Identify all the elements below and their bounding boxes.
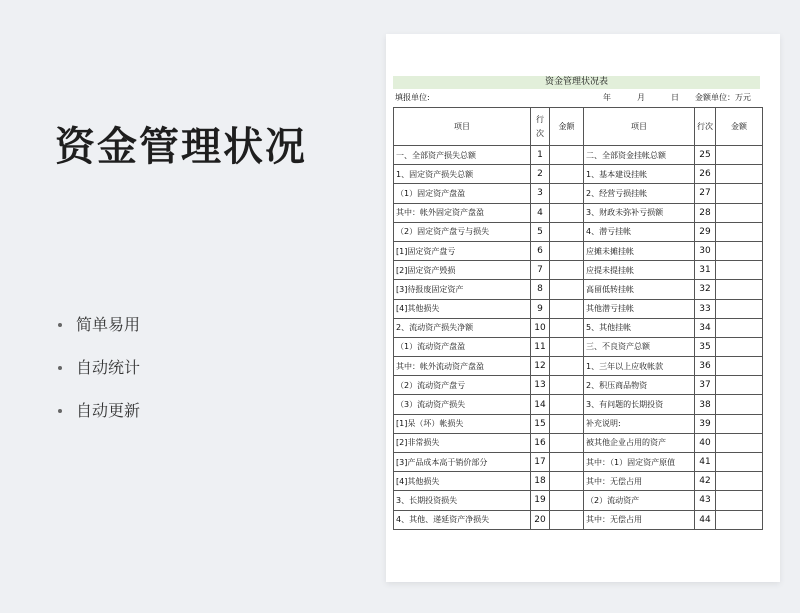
right-item-cell: 其中：无偿占用: [584, 510, 695, 529]
header-item-left: 项目: [394, 108, 531, 146]
table-row: [394, 453, 763, 472]
status-table: [393, 107, 763, 530]
right-row-number: 27: [695, 184, 716, 203]
right-item-cell: （2）流动资产: [584, 491, 695, 510]
left-amount-cell[interactable]: [550, 165, 584, 184]
right-item-cell: 3、有问题的长期投资: [584, 395, 695, 414]
right-item-cell: 二、全部资金挂帐总额: [584, 146, 695, 165]
right-item-cell: 1、基本建设挂帐: [584, 165, 695, 184]
left-amount-cell[interactable]: [550, 146, 584, 165]
left-item-cell: （2）流动资产盘亏: [394, 376, 531, 395]
right-row-number: 33: [695, 299, 716, 318]
table-row: [394, 395, 763, 414]
table-row: [394, 414, 763, 433]
left-row-number: 16: [531, 433, 550, 452]
right-amount-cell[interactable]: [716, 241, 763, 260]
left-row-number: 15: [531, 414, 550, 433]
feature-list: [58, 312, 140, 441]
right-row-number: 31: [695, 261, 716, 280]
left-row-number: 13: [531, 376, 550, 395]
left-row-number: 14: [531, 395, 550, 414]
right-row-number: 37: [695, 376, 716, 395]
right-amount-cell[interactable]: [716, 165, 763, 184]
left-amount-cell[interactable]: [550, 433, 584, 452]
right-row-number: 29: [695, 222, 716, 241]
feature-item: [58, 355, 140, 398]
right-amount-cell[interactable]: [716, 510, 763, 529]
left-item-cell: （1）固定资产盘盈: [394, 184, 531, 203]
right-amount-cell[interactable]: [716, 184, 763, 203]
right-amount-cell[interactable]: [716, 376, 763, 395]
right-item-cell: 三、不良资产总额: [584, 337, 695, 356]
left-item-cell: [3]产品成本高于销价部分: [394, 453, 531, 472]
left-row-number: 7: [531, 261, 550, 280]
left-amount-cell[interactable]: [550, 510, 584, 529]
table-row: [394, 184, 763, 203]
right-amount-cell[interactable]: [716, 203, 763, 222]
left-amount-cell[interactable]: [550, 318, 584, 337]
right-amount-cell[interactable]: [716, 261, 763, 280]
left-row-number: 18: [531, 472, 550, 491]
page-title: 资金管理状况: [55, 124, 307, 170]
table-row: [394, 510, 763, 529]
left-item-cell: 一、全部资产损失总额: [394, 146, 531, 165]
left-item-cell: [2]非常损失: [394, 433, 531, 452]
right-row-number: 38: [695, 395, 716, 414]
feature-label: 自动统计: [76, 358, 141, 377]
right-row-number: 40: [695, 433, 716, 452]
right-row-number: 35: [695, 337, 716, 356]
right-item-cell: 5、其他挂帐: [584, 318, 695, 337]
table-row: [394, 146, 763, 165]
right-row-number: 30: [695, 241, 716, 260]
right-row-number: 42: [695, 472, 716, 491]
table-row: [394, 491, 763, 510]
left-row-number: 4: [531, 203, 550, 222]
right-item-cell: 被其他企业占用的资产: [584, 433, 695, 452]
right-row-number: 44: [695, 510, 716, 529]
table-row: [394, 318, 763, 337]
right-item-cell: 高留低转挂帐: [584, 280, 695, 299]
left-row-number: 1: [531, 146, 550, 165]
left-amount-cell[interactable]: [550, 184, 584, 203]
left-amount-cell[interactable]: [550, 357, 584, 376]
left-row-number: 17: [531, 453, 550, 472]
right-amount-cell[interactable]: [716, 337, 763, 356]
left-item-cell: 1、固定资产损失总额: [394, 165, 531, 184]
left-item-cell: [2]固定资产毁损: [394, 261, 531, 280]
left-row-number: 12: [531, 357, 550, 376]
left-row-number: 9: [531, 299, 550, 318]
left-item-cell: [4]其他损失: [394, 299, 531, 318]
reporter-label: 填报单位:: [395, 93, 430, 102]
left-amount-cell[interactable]: [550, 203, 584, 222]
table-row: [394, 337, 763, 356]
year-label: 年: [603, 93, 611, 102]
left-item-cell: [1]呆（坏）帐损失: [394, 414, 531, 433]
left-item-cell: 2、流动资产损失净额: [394, 318, 531, 337]
right-amount-cell[interactable]: [716, 299, 763, 318]
right-item-cell: 其中：无偿占用: [584, 472, 695, 491]
right-item-cell: 补充说明:: [584, 414, 695, 433]
left-amount-cell[interactable]: [550, 453, 584, 472]
right-item-cell: 应摊未摊挂帐: [584, 241, 695, 260]
left-item-cell: （3）流动资产损失: [394, 395, 531, 414]
right-amount-cell[interactable]: [716, 146, 763, 165]
right-item-cell: 2、积压商品物资: [584, 376, 695, 395]
left-row-number: 3: [531, 184, 550, 203]
right-amount-cell[interactable]: [716, 395, 763, 414]
left-amount-cell[interactable]: [550, 299, 584, 318]
left-row-number: 2: [531, 165, 550, 184]
left-item-cell: 其中：帐外固定资产盘盈: [394, 203, 531, 222]
sheet-title: 资金管理状况表: [393, 76, 760, 89]
month-label: 月: [637, 93, 645, 102]
right-amount-cell[interactable]: [716, 280, 763, 299]
feature-item: [58, 398, 140, 441]
right-row-number: 26: [695, 165, 716, 184]
left-row-number: 8: [531, 280, 550, 299]
table-header-row: [394, 108, 763, 146]
feature-label: 简单易用: [76, 315, 141, 334]
left-amount-cell[interactable]: [550, 337, 584, 356]
left-item-cell: 其中：帐外流动资产盘盈: [394, 357, 531, 376]
right-row-number: 34: [695, 318, 716, 337]
right-row-number: 32: [695, 280, 716, 299]
left-row-number: 10: [531, 318, 550, 337]
right-item-cell: 4、潜亏挂帐: [584, 222, 695, 241]
left-amount-cell[interactable]: [550, 472, 584, 491]
bullet-dot-icon: [58, 366, 62, 370]
left-amount-cell[interactable]: [550, 280, 584, 299]
right-item-cell: 其他潜亏挂帐: [584, 299, 695, 318]
table-row: [394, 261, 763, 280]
left-amount-cell[interactable]: [550, 376, 584, 395]
table-row: [394, 280, 763, 299]
right-amount-cell[interactable]: [716, 472, 763, 491]
table-row: [394, 376, 763, 395]
left-amount-cell[interactable]: [550, 395, 584, 414]
left-row-number: 5: [531, 222, 550, 241]
unit-label: 金额单位：万元: [695, 93, 751, 102]
table-row: [394, 357, 763, 376]
spreadsheet-preview: [386, 34, 780, 582]
right-row-number: 36: [695, 357, 716, 376]
right-amount-cell[interactable]: [716, 433, 763, 452]
table-row: [394, 241, 763, 260]
left-item-cell: [1]固定资产盘亏: [394, 241, 531, 260]
right-amount-cell[interactable]: [716, 222, 763, 241]
header-item-right: 项目: [584, 108, 695, 146]
left-row-number: 6: [531, 241, 550, 260]
right-item-cell: 2、经营亏损挂帐: [584, 184, 695, 203]
table-row: [394, 433, 763, 452]
right-amount-cell[interactable]: [716, 318, 763, 337]
header-row-right: 行次: [695, 108, 716, 146]
table-row: [394, 472, 763, 491]
left-amount-cell[interactable]: [550, 241, 584, 260]
bullet-dot-icon: [58, 409, 62, 413]
left-row-number: 11: [531, 337, 550, 356]
right-item-cell: 3、财政未弥补亏损额: [584, 203, 695, 222]
right-item-cell: 应提未提挂帐: [584, 261, 695, 280]
left-row-number: 20: [531, 510, 550, 529]
left-item-cell: 3、长期投资损失: [394, 491, 531, 510]
feature-item: [58, 312, 140, 355]
left-amount-cell[interactable]: [550, 261, 584, 280]
right-row-number: 39: [695, 414, 716, 433]
feature-label: 自动更新: [76, 401, 141, 420]
left-item-cell: [3]待报废固定资产: [394, 280, 531, 299]
day-label: 日: [671, 93, 679, 102]
right-amount-cell[interactable]: [716, 414, 763, 433]
left-amount-cell[interactable]: [550, 222, 584, 241]
left-item-cell: 4、其他、递延资产净损失: [394, 510, 531, 529]
left-amount-cell[interactable]: [550, 414, 584, 433]
left-item-cell: （2）固定资产盘亏与损失: [394, 222, 531, 241]
left-item-cell: [4]其他损失: [394, 472, 531, 491]
table-row: [394, 165, 763, 184]
right-row-number: 41: [695, 453, 716, 472]
right-row-number: 25: [695, 146, 716, 165]
right-row-number: 28: [695, 203, 716, 222]
header-amount-right: 金额: [716, 108, 763, 146]
left-item-cell: （1）流动资产盘盈: [394, 337, 531, 356]
header-row-left: 行次: [531, 108, 550, 146]
table-row: [394, 299, 763, 318]
left-row-number: 19: [531, 491, 550, 510]
right-amount-cell[interactable]: [716, 357, 763, 376]
header-amount-left: 金额: [550, 108, 584, 146]
right-item-cell: 其中：（1）固定资产原值: [584, 453, 695, 472]
right-amount-cell[interactable]: [716, 453, 763, 472]
table-row: [394, 203, 763, 222]
table-row: [394, 222, 763, 241]
bullet-dot-icon: [58, 323, 62, 327]
left-amount-cell[interactable]: [550, 491, 584, 510]
right-amount-cell[interactable]: [716, 491, 763, 510]
right-row-number: 43: [695, 491, 716, 510]
right-item-cell: 1、三年以上应收帐款: [584, 357, 695, 376]
